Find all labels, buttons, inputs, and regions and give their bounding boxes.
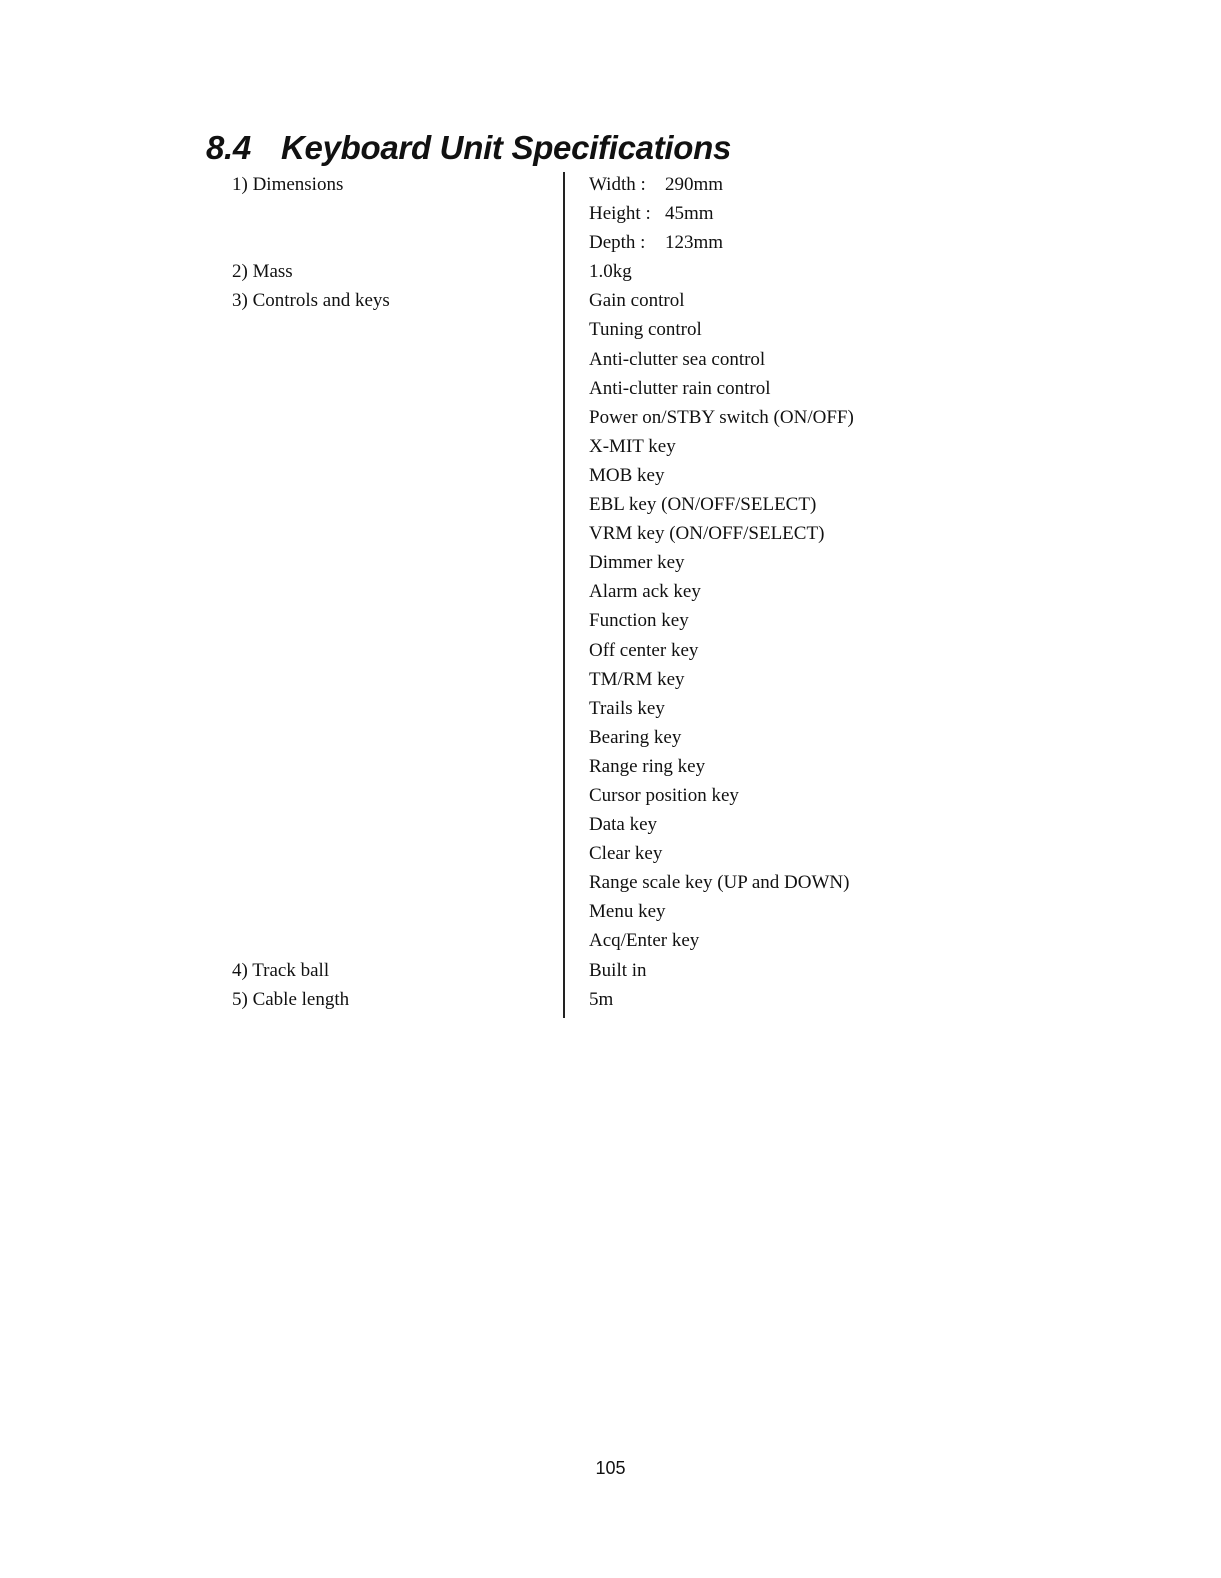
spec-value-width [589, 170, 1089, 199]
control-item: Range scale key (UP and DOWN) [589, 872, 850, 894]
section-title: Keyboard Unit Specifications [281, 129, 732, 166]
page-number: 105 [595, 1458, 626, 1478]
spec-label-track-ball: 4) Track ball [232, 959, 330, 981]
spec-value-cable-length: 5m [589, 988, 614, 1010]
spec-values-column [589, 170, 1089, 1014]
spec-label-mass: 2) Mass [232, 261, 293, 283]
control-item: Off center key [589, 639, 699, 661]
spec-value-track-ball: Built in [589, 959, 647, 981]
spec-value-depth [589, 228, 1089, 257]
control-item: Bearing key [589, 726, 682, 748]
dimension-value: 290mm [665, 174, 724, 195]
controls-spacer [232, 315, 552, 955]
control-item: Acq/Enter key [589, 930, 700, 952]
control-item: X-MIT key [589, 435, 676, 457]
dimension-name: Width : [589, 174, 646, 195]
spec-label-controls: 3) Controls and keys [232, 290, 390, 312]
spacer [232, 228, 552, 257]
dimension-value: 45mm [665, 203, 714, 225]
control-item: Data key [589, 814, 658, 836]
control-item: MOB key [589, 464, 665, 486]
spacer [232, 199, 552, 228]
dimension-value: 123mm [665, 232, 724, 254]
control-item: Dimmer key [589, 552, 685, 574]
dimension-name: Depth : [589, 232, 646, 254]
controls-list [589, 286, 1089, 955]
control-item: EBL key (ON/OFF/SELECT) [589, 494, 817, 516]
spec-label-dimensions: 1) Dimensions [232, 174, 344, 195]
control-item: Anti-clutter sea control [589, 348, 766, 370]
control-item: Anti-clutter rain control [589, 377, 771, 399]
control-item: VRM key (ON/OFF/SELECT) [589, 523, 825, 545]
control-item: Clear key [589, 843, 663, 865]
control-item: Cursor position key [589, 784, 739, 806]
control-item: Alarm ack key [589, 581, 701, 603]
section-heading [206, 126, 731, 170]
column-divider [563, 172, 565, 1018]
control-item: Function key [589, 610, 689, 632]
control-item: Tuning control [589, 319, 702, 341]
spec-label-cable-length: 5) Cable length [232, 988, 350, 1010]
spec-labels-column [232, 170, 552, 1014]
section-number: 8.4 [206, 129, 251, 166]
spec-value-height [589, 199, 1089, 228]
control-item: Gain control [589, 290, 685, 312]
control-item: Trails key [589, 697, 665, 719]
control-item: Power on/STBY switch (ON/OFF) [589, 406, 854, 428]
dimension-name: Height : [589, 203, 651, 225]
control-item: TM/RM key [589, 668, 685, 690]
control-item: Menu key [589, 901, 666, 923]
control-item: Range ring key [589, 755, 706, 777]
spec-value-mass: 1.0kg [589, 261, 632, 283]
